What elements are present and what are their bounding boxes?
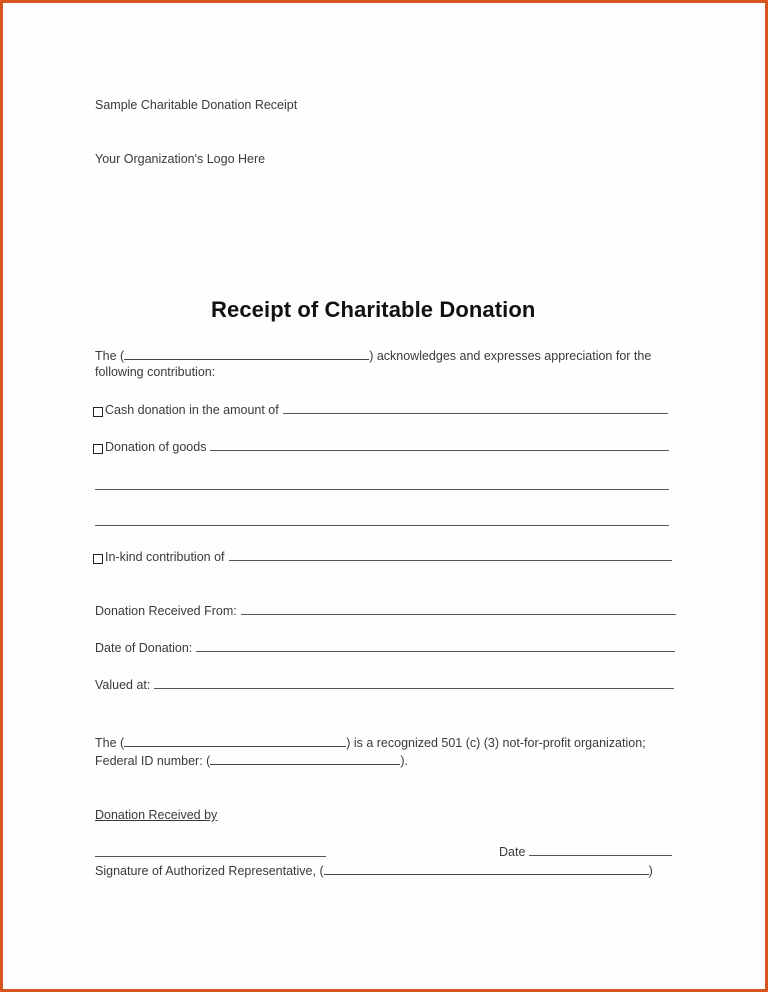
goods-checkbox[interactable] (93, 444, 103, 454)
signature-label: Signature of Authorized Representative, ( (95, 864, 324, 878)
option-in-kind (93, 549, 672, 564)
goods-label: Donation of goods (105, 440, 207, 454)
signature-line[interactable] (95, 856, 326, 857)
option-goods (93, 439, 669, 454)
nonprofit-line-2 (95, 752, 408, 768)
cash-amount-field[interactable] (283, 402, 668, 414)
intro-line-2: following contribution: (95, 365, 216, 379)
field-date-of-donation (95, 640, 675, 655)
intro-line-1 (95, 347, 651, 363)
valued-at-input[interactable] (154, 677, 674, 689)
in-kind-checkbox[interactable] (93, 554, 103, 564)
date-label: Date (499, 845, 526, 859)
goods-description-field[interactable] (210, 439, 669, 451)
sample-title: Sample Charitable Donation Receipt (95, 98, 298, 112)
intro-suffix: ) acknowledges and expresses appreciation for the (369, 349, 652, 363)
in-kind-label: In-kind contribution of (105, 550, 225, 564)
cash-checkbox[interactable] (93, 407, 103, 417)
goods-description-line-3[interactable] (95, 525, 669, 526)
signature-end: ) (648, 864, 653, 878)
field-received-from (95, 603, 676, 618)
document-title: Receipt of Charitable Donation (211, 297, 536, 322)
option-cash (93, 402, 668, 417)
received-from-input[interactable] (241, 603, 676, 615)
in-kind-field[interactable] (229, 549, 672, 561)
nonprofit-suffix: ) is a recognized 501 (c) (3) not-for-profit organization; (346, 736, 646, 750)
nonprofit-name-field[interactable] (124, 734, 346, 747)
organization-name-field[interactable] (124, 347, 369, 360)
representative-name-field[interactable] (324, 862, 649, 875)
field-valued-at (95, 677, 674, 692)
date-of-donation-input[interactable] (196, 640, 675, 652)
logo-placeholder: Your Organization's Logo Here (95, 152, 266, 166)
valued-at-label: Valued at: (95, 678, 151, 692)
intro-prefix: The ( (95, 349, 125, 363)
date-field (499, 844, 672, 859)
cash-label: Cash donation in the amount of (105, 403, 279, 417)
federal-id-end: ). (400, 754, 408, 768)
date-input[interactable] (529, 844, 672, 856)
goods-description-line-2[interactable] (95, 489, 669, 490)
date-of-donation-label: Date of Donation: (95, 641, 193, 655)
nonprofit-line-1 (95, 734, 646, 750)
received-by-heading: Donation Received by (95, 808, 218, 822)
federal-id-field[interactable] (210, 752, 400, 765)
nonprofit-prefix: The ( (95, 736, 125, 750)
federal-id-label: Federal ID number: ( (95, 754, 211, 768)
signature-caption (95, 862, 653, 878)
received-from-label: Donation Received From: (95, 604, 237, 618)
